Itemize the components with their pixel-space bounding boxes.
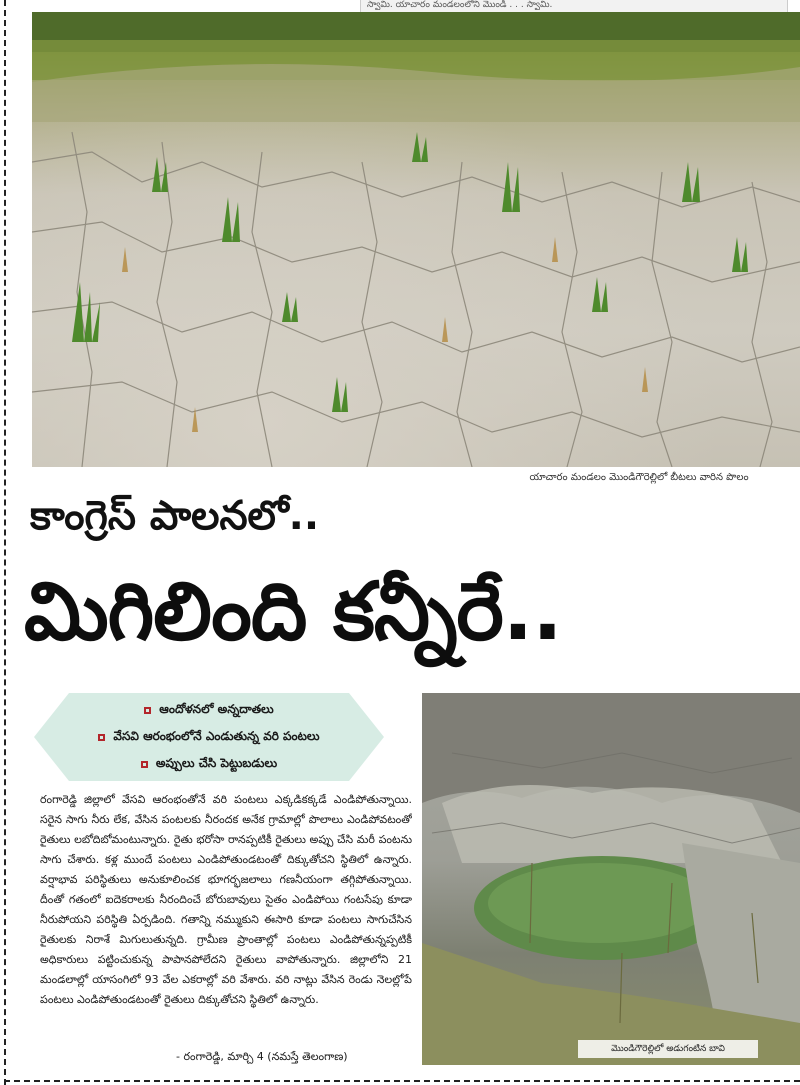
article-body: రంగారెడ్డి జిల్లాలో వేసవి ఆరంభంతోనే వరి పంటలు ఎక్కడికక్కడే ఎండిపోతున్నాయి. సరైన సాగు నీరు లేక, వేసిన పంటలకు నీరందక అనేక గ్రామాల్లో పొలాలు ఎండిపోవటంతో రైతులు లబోదిబోమంటున్నారు. రైతు భరోసా రానప్పటికీ రైతులు అప్పు చేసి మరీ పంటను సాగు చేశారు. కళ్ల ముందే పంటలు ఎండిపోతుండటంతో దిక్కుతోచని స్థితిలో ఉన్నారు. వర్షాభావ పరిస్థితులు అనుకూలించక భూగర్భజలాలు గణనీయంగా తగ్గిపోతున్నాయి. దీంతో గతంలో ఐదెకరాలకు నీరందించే బోరుబావులు సైతం ఎండిపోయి గంటసేపు కూడా నీరుపోయని పరిస్థితి ఏర్పడింది. గతాన్ని నమ్ముకుని ఈసారి కూడా పంటలు సాగుచేసిన రైతులకు నిరాశే మిగులుతున్నది. గ్రామీణ ప్రాంతాల్లో పంటలు ఎండిపోతున్నప్పటికీ అధికారులు పట్టించుకున్న పాపానపోలేదని రైతులు వాపోతున్నారు. జిల్లాలోని 21 మండలాల్లో యాసంగిలో 93 వేల ఎకరాల్లో వరి వేశారు. వరి నాట్లు వేసిన రెండు నెలల్లోపే పంటలు ఎండిపోతుండటంతో రైతులు దిక్కుతోచని స్థితిలో ఉన్నారు. [40, 793, 412, 1006]
highlight-text: వేసవి ఆరంభంలోనే ఎండుతున్న వరి పంటలు [113, 729, 320, 743]
headline-kicker: కాంగ్రెస్ పాలనలో.. [30, 493, 320, 539]
highlight-text: ఆందోళనలో అన్నదాతలు [159, 702, 274, 716]
highlights-list [34, 697, 384, 778]
page-cut-border-bottom [4, 1080, 800, 1082]
headline-main: మిగిలింది కన్నీరే.. [24, 565, 562, 658]
well-photo-caption: మొండిగౌరెల్లిలో అడుగంటిన బావి [578, 1040, 758, 1058]
dry-field-illustration [32, 12, 800, 467]
top-adjacent-article-strip: స్వామి. యాచారం మండలంలోని మొండి . . . స్వామి. [360, 0, 788, 13]
dry-field-photo [32, 12, 800, 467]
page-cut-border-left [4, 0, 6, 1085]
highlight-item [34, 751, 384, 778]
dry-well-illustration [422, 693, 800, 1065]
highlight-item [34, 697, 384, 724]
highlight-item [34, 724, 384, 751]
highlight-text: అప్పులు చేసి పెట్టుబడులు [155, 756, 278, 770]
dry-well-photo [422, 693, 800, 1065]
square-bullet-icon [98, 734, 105, 741]
square-bullet-icon [141, 761, 148, 768]
article-byline: - రంగారెడ్డి, మార్చి 4 (నమస్తే తెలంగాణ) [176, 1050, 348, 1063]
main-photo-caption: యాచారం మండలం మొండిగౌరెల్లిలో బీటలు వారిన పొలం [529, 472, 749, 483]
square-bullet-icon [144, 707, 151, 714]
